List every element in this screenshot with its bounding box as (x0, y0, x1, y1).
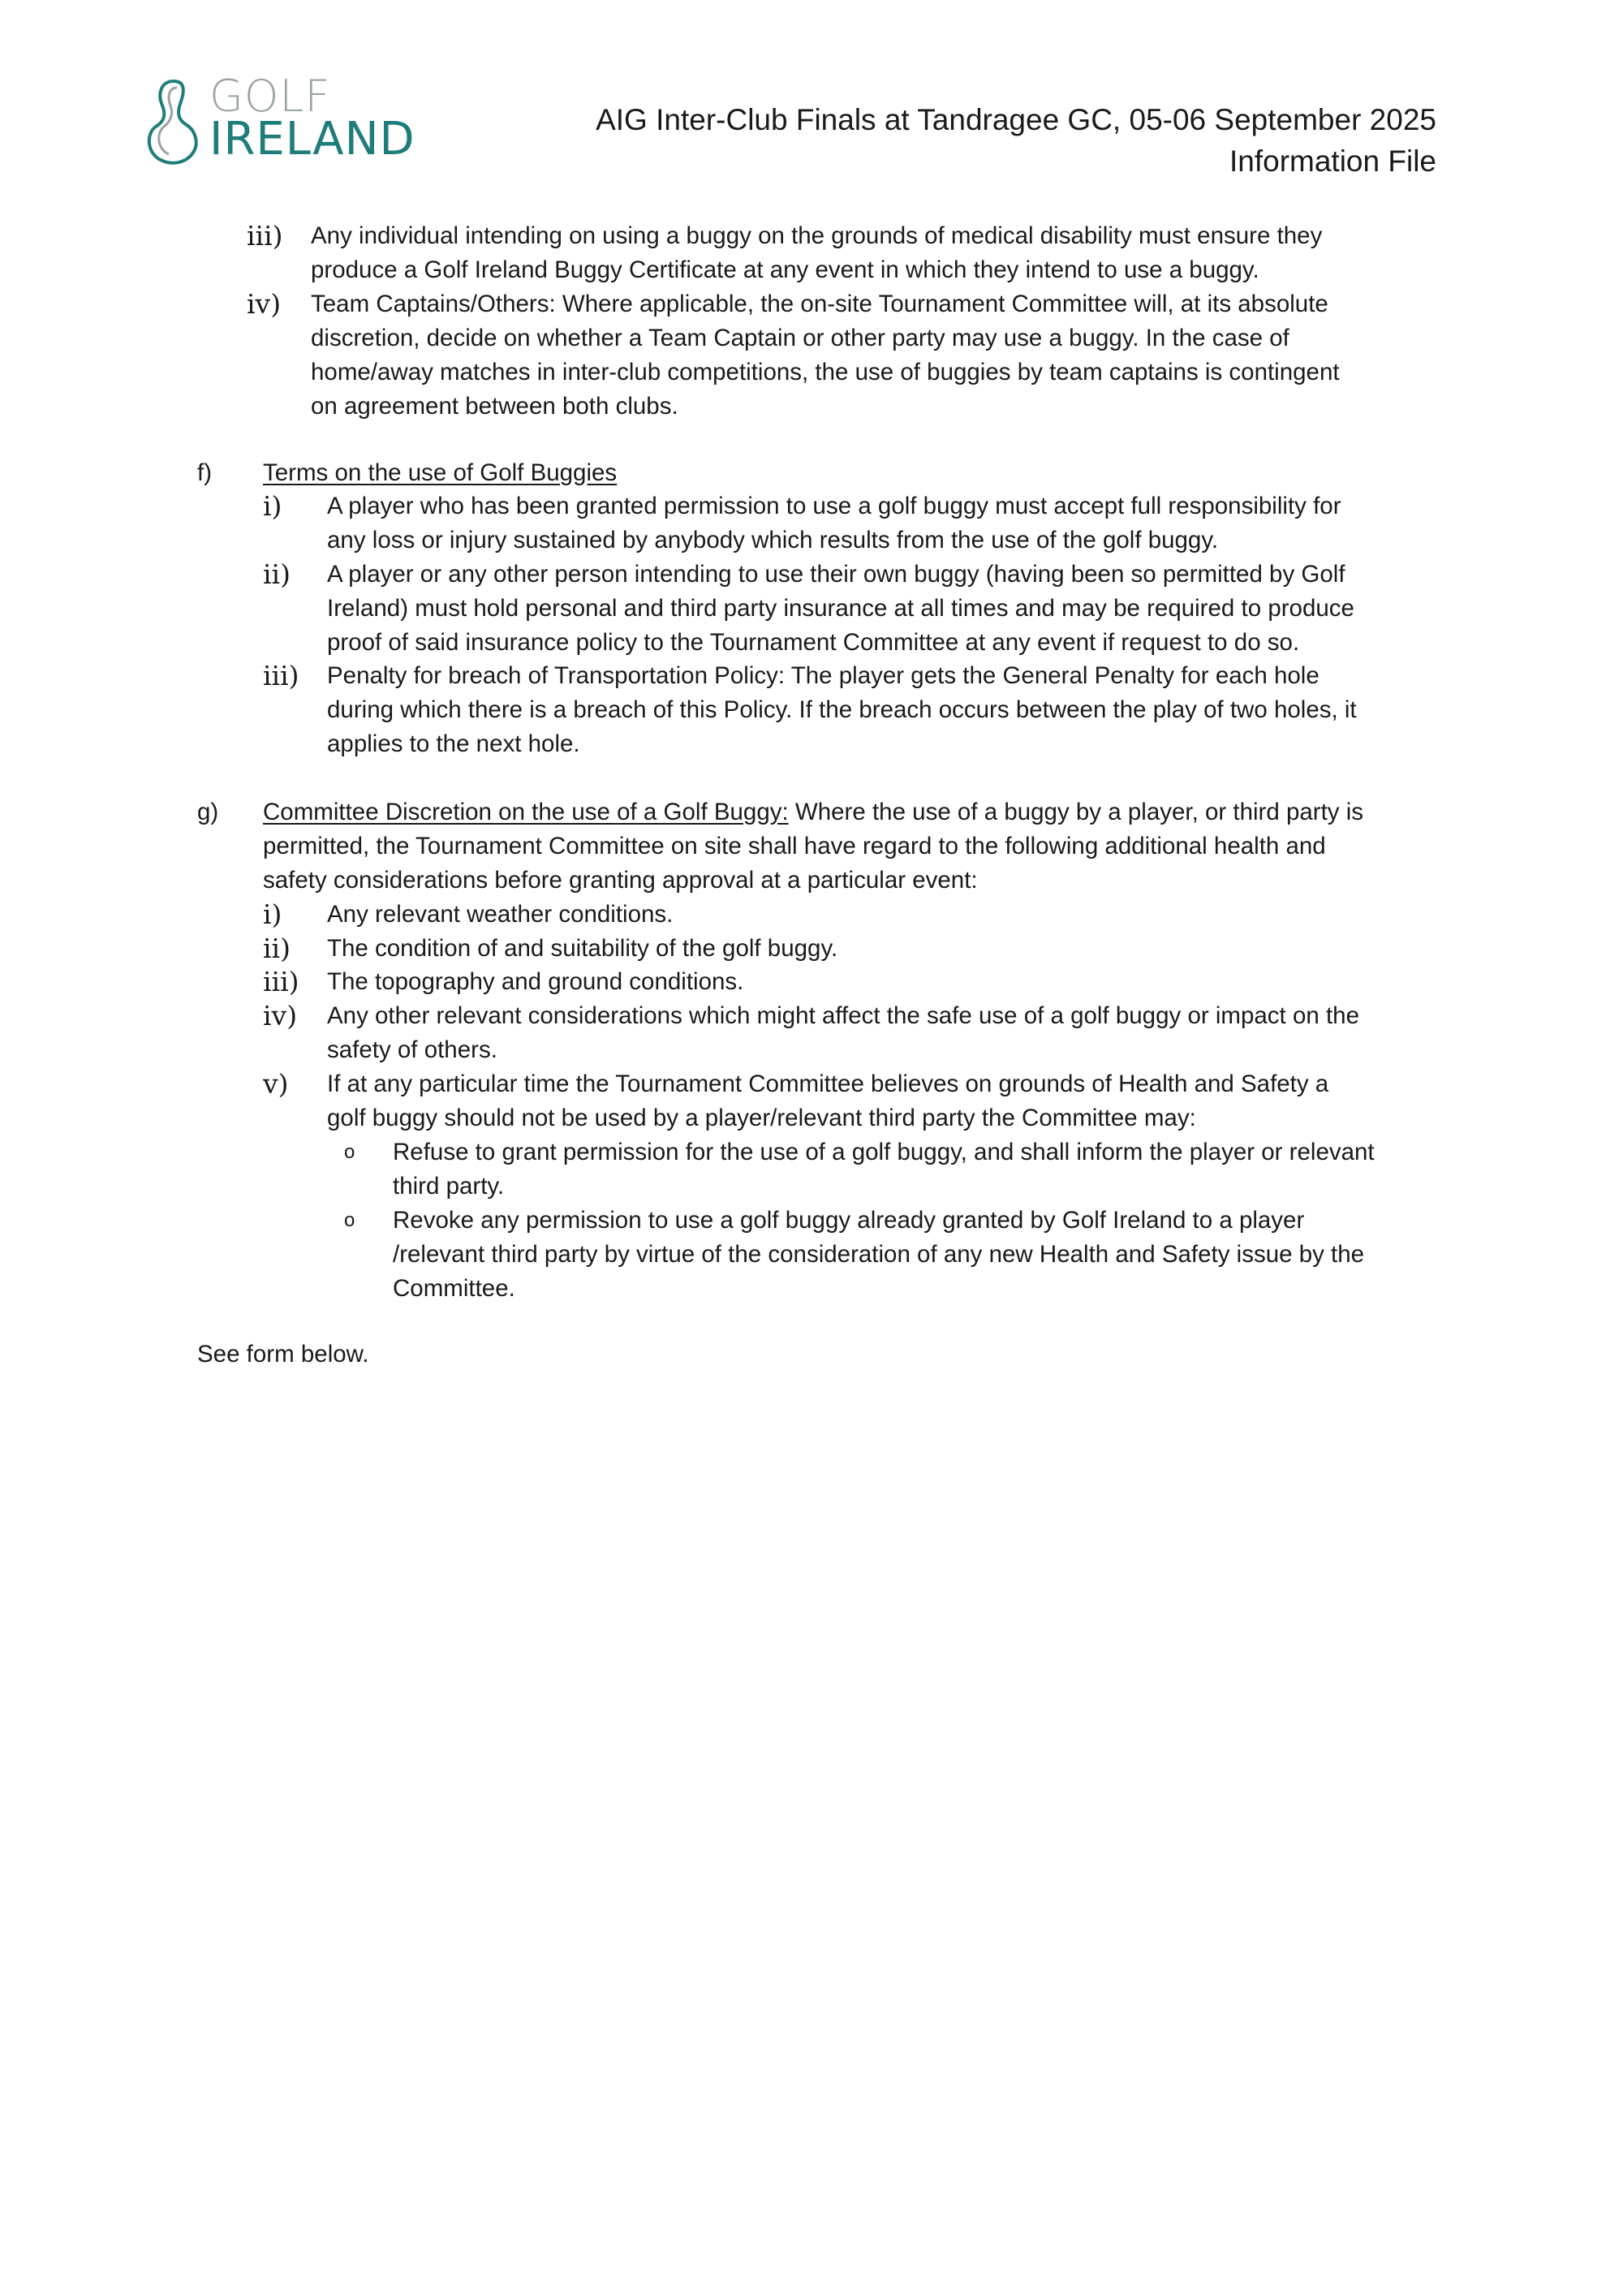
paragraph-line: golf buggy should not be used by a player/relevant third party the Committee may: (327, 1105, 1196, 1131)
item-number: i) (263, 898, 282, 930)
paragraph-line: home/away matches in inter-club competitions, the use of buggies by team captains is contingent (311, 359, 1340, 386)
paragraph-line: on agreement between both clubs. (311, 393, 678, 420)
item-number: iv) (247, 288, 282, 320)
paragraph-line: Any individual intending on using a buggy on the grounds of medical disability must ensure they (311, 222, 1323, 249)
bullet-marker: o (344, 1141, 355, 1163)
paragraph-line: Committee. (393, 1275, 515, 1302)
section-letter-f: f) (197, 459, 213, 486)
paragraph-line: proof of said insurance policy to the Tournament Committee at any event if request to do so. (327, 629, 1300, 656)
paragraph-line: discretion, decide on whether a Team Captain or other party may use a buggy. In the case of (311, 325, 1289, 351)
paragraph-line: Any other relevant considerations which might affect the safe use of a golf buggy or impact on the (327, 1002, 1359, 1029)
logo-text-golf: GOLF (209, 71, 331, 122)
paragraph-line: Penalty for breach of Transportation Policy: The player gets the General Penalty for each hole (327, 662, 1319, 689)
section-g-heading: Committee Discretion on the use of a Golf Buggy: (263, 799, 789, 825)
see-form-note: See form below. (197, 1341, 369, 1368)
section-letter-g: g) (197, 799, 219, 825)
header-title-line-1: AIG Inter-Club Finals at Tandragee GC, 05-06 September 2025 (596, 103, 1436, 136)
paragraph-line: A player or any other person intending to use their own buggy (having been so permitted by Golf (327, 561, 1345, 588)
paragraph-line: Any relevant weather conditions. (327, 901, 674, 928)
paragraph-line: during which there is a breach of this Policy. If the breach occurs between the play of two holes, it (327, 696, 1357, 723)
paragraph-line: Ireland) must hold personal and third party insurance at all times and may be required to produce (327, 595, 1354, 622)
golf-ireland-logo-mark-icon (144, 76, 204, 167)
item-number: iii) (247, 220, 283, 252)
header-title-line-2: Information File (1229, 144, 1436, 178)
paragraph-line: A player who has been granted permission to use a golf buggy must accept full responsibility for (327, 493, 1341, 519)
paragraph-line: Revoke any permission to use a golf buggy already granted by Golf Ireland to a player (393, 1207, 1305, 1234)
document-header-title (596, 99, 1436, 182)
golf-ireland-logo (144, 71, 453, 172)
item-number: iii) (263, 966, 299, 997)
paragraph-line: Team Captains/Others: Where applicable, the on-site Tournament Committee will, at its absolute (311, 291, 1328, 317)
section-g-first-line (263, 795, 1363, 829)
section-g-intro-start: Where the use of a buggy by a player, or third party is (788, 799, 1364, 825)
item-number: iii) (263, 660, 299, 691)
paragraph-line: produce a Golf Ireland Buggy Certificate at any event in which they intend to use a buggy. (311, 256, 1259, 283)
paragraph-line: Refuse to grant permission for the use of a golf buggy, and shall inform the player or relevant (393, 1139, 1375, 1165)
paragraph-line: safety of others. (327, 1036, 497, 1063)
paragraph-line: any loss or injury sustained by anybody which results from the use of the golf buggy. (327, 527, 1219, 554)
item-number: ii) (263, 933, 291, 964)
item-number: ii) (263, 558, 291, 590)
paragraph-line: The condition of and suitability of the golf buggy. (327, 935, 838, 962)
paragraph-line: If at any particular time the Tournament Committee believes on grounds of Health and Safety a (327, 1070, 1329, 1097)
paragraph-line: permitted, the Tournament Committee on site shall have regard to the following additional health and (263, 833, 1326, 859)
paragraph-line: safety considerations before granting approval at a particular event: (263, 867, 978, 894)
logo-text-ireland: IRELAND (209, 113, 415, 166)
paragraph-line: third party. (393, 1173, 505, 1200)
paragraph-line: /relevant third party by virtue of the consideration of any new Health and Safety issue by the (393, 1241, 1365, 1268)
item-number: i) (263, 490, 282, 522)
paragraph-line: The topography and ground conditions. (327, 968, 744, 995)
section-f-heading: Terms on the use of Golf Buggies (263, 459, 618, 486)
item-number: iv) (263, 1000, 298, 1032)
paragraph-line: applies to the next hole. (327, 730, 580, 757)
item-number: v) (263, 1068, 289, 1100)
bullet-marker: o (344, 1209, 355, 1231)
